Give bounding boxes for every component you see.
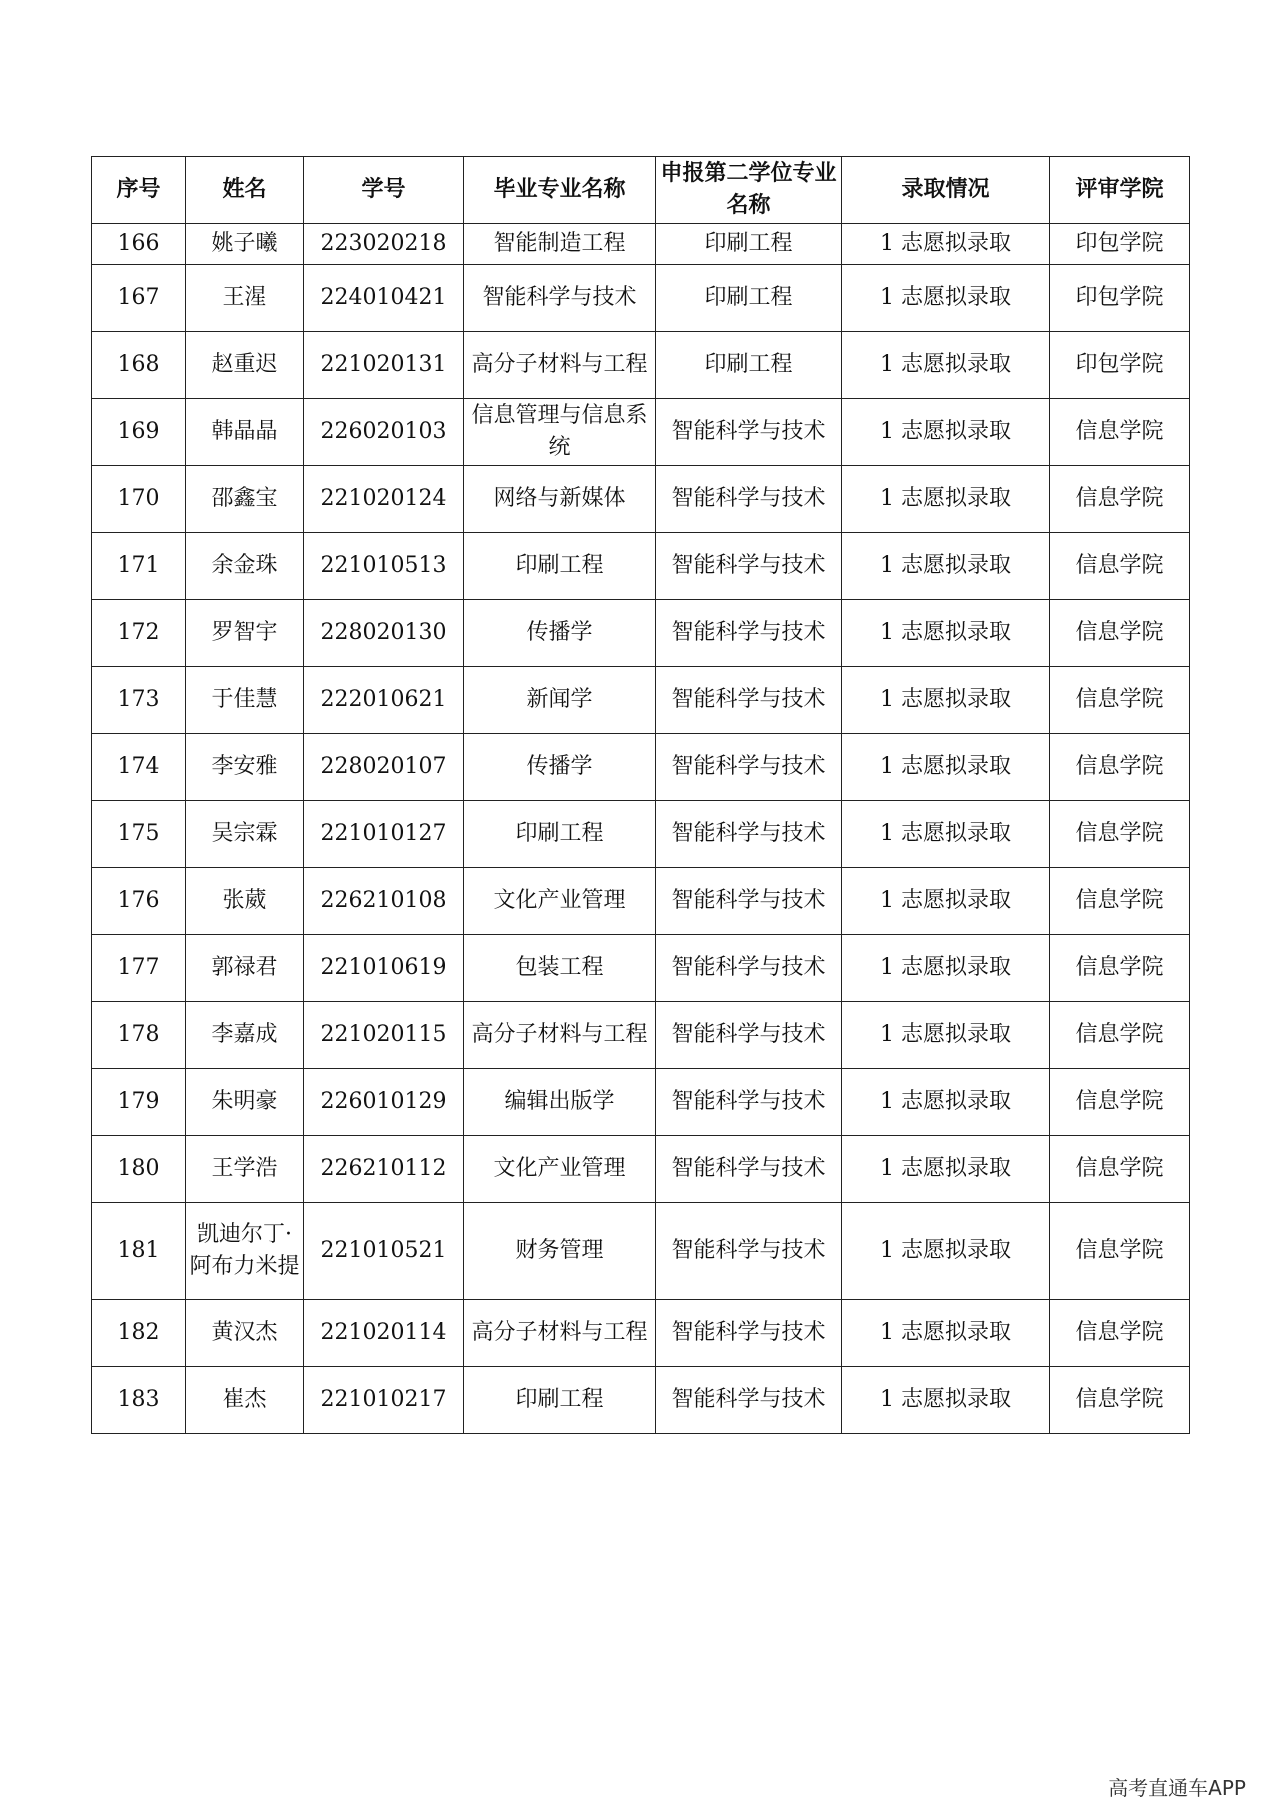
cell-review-college: 印包学院 bbox=[1050, 224, 1190, 265]
cell-admission: 1 志愿拟录取 bbox=[842, 1203, 1050, 1300]
cell-grad-major: 高分子材料与工程 bbox=[464, 1002, 656, 1069]
table-row bbox=[92, 533, 1190, 600]
cell-admission: 1 志愿拟录取 bbox=[842, 533, 1050, 600]
cell-admission: 1 志愿拟录取 bbox=[842, 1300, 1050, 1367]
cell-second-degree-major: 智能科学与技术 bbox=[656, 1203, 842, 1300]
cell-seq: 170 bbox=[92, 466, 186, 533]
cell-name: 姚子曦 bbox=[186, 224, 304, 265]
table-row bbox=[92, 1002, 1190, 1069]
cell-seq: 171 bbox=[92, 533, 186, 600]
cell-review-college: 信息学院 bbox=[1050, 1367, 1190, 1434]
cell-grad-major: 新闻学 bbox=[464, 667, 656, 734]
cell-review-college: 信息学院 bbox=[1050, 1002, 1190, 1069]
cell-grad-major: 包装工程 bbox=[464, 935, 656, 1002]
cell-admission: 1 志愿拟录取 bbox=[842, 1136, 1050, 1203]
cell-admission: 1 志愿拟录取 bbox=[842, 935, 1050, 1002]
cell-seq: 173 bbox=[92, 667, 186, 734]
cell-admission: 1 志愿拟录取 bbox=[842, 1367, 1050, 1434]
cell-name: 韩晶晶 bbox=[186, 399, 304, 466]
table-row bbox=[92, 332, 1190, 399]
table-body bbox=[92, 224, 1190, 1434]
cell-seq: 180 bbox=[92, 1136, 186, 1203]
cell-student-id: 226210112 bbox=[304, 1136, 464, 1203]
cell-name: 郭禄君 bbox=[186, 935, 304, 1002]
table-row bbox=[92, 265, 1190, 332]
cell-name: 朱明豪 bbox=[186, 1069, 304, 1136]
table-row bbox=[92, 399, 1190, 466]
watermark-text: 高考直通车APP bbox=[1108, 1776, 1246, 1800]
cell-student-id: 228020130 bbox=[304, 600, 464, 667]
cell-second-degree-major: 智能科学与技术 bbox=[656, 399, 842, 466]
cell-grad-major: 信息管理与信息系统 bbox=[464, 399, 656, 466]
table-row bbox=[92, 1300, 1190, 1367]
header-row bbox=[92, 157, 1190, 224]
table-row bbox=[92, 935, 1190, 1002]
cell-name: 赵重迟 bbox=[186, 332, 304, 399]
cell-review-college: 信息学院 bbox=[1050, 667, 1190, 734]
cell-grad-major: 印刷工程 bbox=[464, 1367, 656, 1434]
cell-seq: 176 bbox=[92, 868, 186, 935]
cell-admission: 1 志愿拟录取 bbox=[842, 332, 1050, 399]
cell-second-degree-major: 智能科学与技术 bbox=[656, 533, 842, 600]
cell-admission: 1 志愿拟录取 bbox=[842, 265, 1050, 332]
cell-review-college: 信息学院 bbox=[1050, 466, 1190, 533]
cell-second-degree-major: 智能科学与技术 bbox=[656, 1136, 842, 1203]
table-row bbox=[92, 667, 1190, 734]
cell-name: 罗智宇 bbox=[186, 600, 304, 667]
header-review-college: 评审学院 bbox=[1050, 157, 1190, 224]
cell-student-id: 228020107 bbox=[304, 734, 464, 801]
cell-second-degree-major: 智能科学与技术 bbox=[656, 1367, 842, 1434]
table-row bbox=[92, 1203, 1190, 1300]
cell-name: 邵鑫宝 bbox=[186, 466, 304, 533]
cell-review-college: 信息学院 bbox=[1050, 533, 1190, 600]
admission-table bbox=[91, 156, 1190, 1434]
cell-seq: 175 bbox=[92, 801, 186, 868]
header-name: 姓名 bbox=[186, 157, 304, 224]
cell-student-id: 221010619 bbox=[304, 935, 464, 1002]
cell-review-college: 信息学院 bbox=[1050, 1203, 1190, 1300]
cell-review-college: 信息学院 bbox=[1050, 1069, 1190, 1136]
cell-second-degree-major: 智能科学与技术 bbox=[656, 667, 842, 734]
cell-name: 王学浩 bbox=[186, 1136, 304, 1203]
table-row bbox=[92, 868, 1190, 935]
cell-student-id: 226210108 bbox=[304, 868, 464, 935]
cell-admission: 1 志愿拟录取 bbox=[842, 466, 1050, 533]
header-grad-major: 毕业专业名称 bbox=[464, 157, 656, 224]
cell-admission: 1 志愿拟录取 bbox=[842, 734, 1050, 801]
cell-second-degree-major: 智能科学与技术 bbox=[656, 1300, 842, 1367]
cell-seq: 169 bbox=[92, 399, 186, 466]
cell-grad-major: 高分子材料与工程 bbox=[464, 1300, 656, 1367]
header-admission: 录取情况 bbox=[842, 157, 1050, 224]
cell-seq: 178 bbox=[92, 1002, 186, 1069]
cell-name: 李嘉成 bbox=[186, 1002, 304, 1069]
cell-seq: 181 bbox=[92, 1203, 186, 1300]
cell-student-id: 221020114 bbox=[304, 1300, 464, 1367]
cell-student-id: 221010217 bbox=[304, 1367, 464, 1434]
cell-name: 崔杰 bbox=[186, 1367, 304, 1434]
cell-admission: 1 志愿拟录取 bbox=[842, 600, 1050, 667]
cell-review-college: 印包学院 bbox=[1050, 265, 1190, 332]
cell-admission: 1 志愿拟录取 bbox=[842, 801, 1050, 868]
cell-student-id: 224010421 bbox=[304, 265, 464, 332]
cell-review-college: 印包学院 bbox=[1050, 332, 1190, 399]
cell-admission: 1 志愿拟录取 bbox=[842, 399, 1050, 466]
cell-student-id: 226020103 bbox=[304, 399, 464, 466]
cell-student-id: 221010513 bbox=[304, 533, 464, 600]
cell-grad-major: 传播学 bbox=[464, 600, 656, 667]
cell-student-id: 221020115 bbox=[304, 1002, 464, 1069]
table-row bbox=[92, 1069, 1190, 1136]
cell-name: 凯迪尔丁·阿布力米提 bbox=[186, 1203, 304, 1300]
table-row bbox=[92, 1136, 1190, 1203]
cell-name: 吴宗霖 bbox=[186, 801, 304, 868]
cell-review-college: 信息学院 bbox=[1050, 801, 1190, 868]
cell-admission: 1 志愿拟录取 bbox=[842, 1002, 1050, 1069]
cell-second-degree-major: 印刷工程 bbox=[656, 265, 842, 332]
cell-seq: 172 bbox=[92, 600, 186, 667]
cell-grad-major: 印刷工程 bbox=[464, 801, 656, 868]
cell-grad-major: 财务管理 bbox=[464, 1203, 656, 1300]
cell-review-college: 信息学院 bbox=[1050, 1300, 1190, 1367]
cell-seq: 168 bbox=[92, 332, 186, 399]
header-second-degree-major: 申报第二学位专业名称 bbox=[656, 157, 842, 224]
cell-student-id: 221020124 bbox=[304, 466, 464, 533]
cell-seq: 174 bbox=[92, 734, 186, 801]
cell-grad-major: 文化产业管理 bbox=[464, 868, 656, 935]
cell-admission: 1 志愿拟录取 bbox=[842, 868, 1050, 935]
cell-seq: 179 bbox=[92, 1069, 186, 1136]
cell-second-degree-major: 智能科学与技术 bbox=[656, 868, 842, 935]
cell-review-college: 信息学院 bbox=[1050, 935, 1190, 1002]
table-row bbox=[92, 801, 1190, 868]
cell-second-degree-major: 智能科学与技术 bbox=[656, 600, 842, 667]
cell-grad-major: 智能制造工程 bbox=[464, 224, 656, 265]
header-seq: 序号 bbox=[92, 157, 186, 224]
header-student-id: 学号 bbox=[304, 157, 464, 224]
cell-grad-major: 文化产业管理 bbox=[464, 1136, 656, 1203]
cell-review-college: 信息学院 bbox=[1050, 1136, 1190, 1203]
cell-grad-major: 传播学 bbox=[464, 734, 656, 801]
table-row bbox=[92, 466, 1190, 533]
cell-seq: 166 bbox=[92, 224, 186, 265]
cell-name: 于佳慧 bbox=[186, 667, 304, 734]
cell-review-college: 信息学院 bbox=[1050, 600, 1190, 667]
cell-seq: 183 bbox=[92, 1367, 186, 1434]
cell-review-college: 信息学院 bbox=[1050, 868, 1190, 935]
cell-student-id: 226010129 bbox=[304, 1069, 464, 1136]
cell-seq: 182 bbox=[92, 1300, 186, 1367]
cell-name: 黄汉杰 bbox=[186, 1300, 304, 1367]
cell-name: 张葳 bbox=[186, 868, 304, 935]
cell-student-id: 221010521 bbox=[304, 1203, 464, 1300]
cell-grad-major: 智能科学与技术 bbox=[464, 265, 656, 332]
cell-name: 李安雅 bbox=[186, 734, 304, 801]
cell-student-id: 221020131 bbox=[304, 332, 464, 399]
cell-admission: 1 志愿拟录取 bbox=[842, 224, 1050, 265]
cell-second-degree-major: 智能科学与技术 bbox=[656, 1002, 842, 1069]
cell-grad-major: 网络与新媒体 bbox=[464, 466, 656, 533]
cell-second-degree-major: 智能科学与技术 bbox=[656, 1069, 842, 1136]
cell-second-degree-major: 智能科学与技术 bbox=[656, 734, 842, 801]
cell-name: 余金珠 bbox=[186, 533, 304, 600]
cell-seq: 177 bbox=[92, 935, 186, 1002]
cell-second-degree-major: 印刷工程 bbox=[656, 224, 842, 265]
cell-second-degree-major: 智能科学与技术 bbox=[656, 801, 842, 868]
cell-review-college: 信息学院 bbox=[1050, 399, 1190, 466]
cell-seq: 167 bbox=[92, 265, 186, 332]
cell-review-college: 信息学院 bbox=[1050, 734, 1190, 801]
cell-second-degree-major: 智能科学与技术 bbox=[656, 466, 842, 533]
table-row bbox=[92, 600, 1190, 667]
cell-admission: 1 志愿拟录取 bbox=[842, 1069, 1050, 1136]
cell-student-id: 221010127 bbox=[304, 801, 464, 868]
cell-student-id: 222010621 bbox=[304, 667, 464, 734]
cell-grad-major: 印刷工程 bbox=[464, 533, 656, 600]
cell-grad-major: 高分子材料与工程 bbox=[464, 332, 656, 399]
cell-student-id: 223020218 bbox=[304, 224, 464, 265]
cell-name: 王湦 bbox=[186, 265, 304, 332]
cell-second-degree-major: 印刷工程 bbox=[656, 332, 842, 399]
table-row bbox=[92, 1367, 1190, 1434]
cell-grad-major: 编辑出版学 bbox=[464, 1069, 656, 1136]
table-row bbox=[92, 224, 1190, 265]
table-row bbox=[92, 734, 1190, 801]
cell-admission: 1 志愿拟录取 bbox=[842, 667, 1050, 734]
cell-second-degree-major: 智能科学与技术 bbox=[656, 935, 842, 1002]
